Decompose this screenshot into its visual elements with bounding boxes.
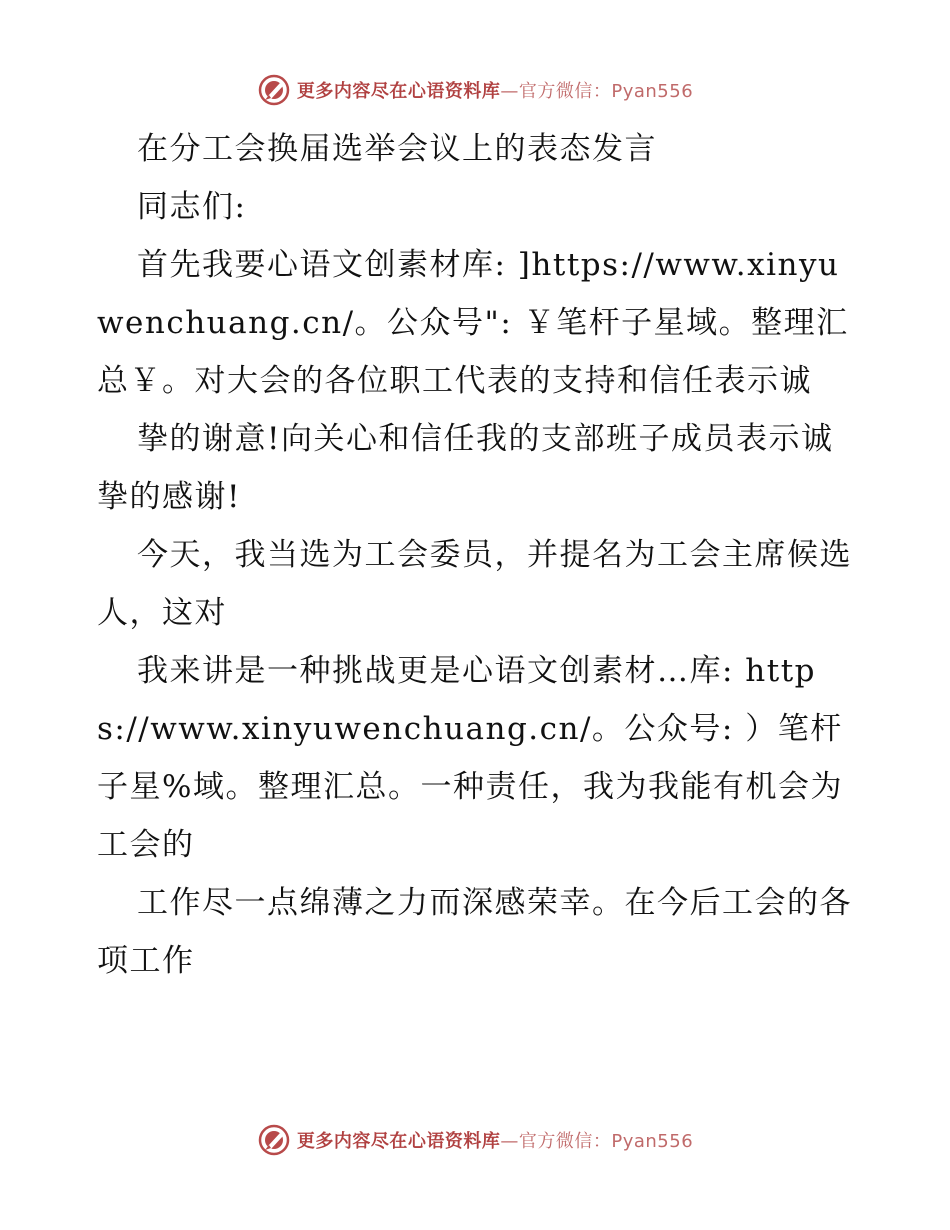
watermark-main: 更多内容尽在心语资料库 — [296, 81, 501, 102]
paragraph-5: 工作尽一点绵薄之力而深感荣幸。在今后工会的各项工作 — [97, 885, 852, 979]
watermark-main: 更多内容尽在心语资料库 — [296, 1131, 501, 1152]
watermark-sep: —官方微信： — [500, 81, 612, 102]
pen-nib-logo-icon — [257, 73, 291, 107]
watermark-wechat: Pyan556 — [611, 81, 694, 102]
paragraph-3: 今天，我当选为工会委员，并提名为工会主席候选人，这对 — [97, 537, 852, 631]
paragraph-2: 挚的谢意!向关心和信任我的支部班子成员表示诚挚的感谢! — [97, 421, 834, 515]
watermark-text — [297, 77, 693, 103]
document-body — [97, 120, 857, 990]
salutation: 同志们: — [137, 189, 247, 225]
header-watermark — [0, 70, 950, 110]
paragraph-4: 我来讲是一种挑战更是心语文创素材…库: https://www.xinyuwenchuang.cn/。公众号: ）笔杆子星%域。整理汇总。一种责任，我为我能有机会为工会的 — [97, 653, 843, 863]
pen-nib-logo-icon — [257, 1123, 291, 1157]
watermark-group — [257, 73, 693, 107]
watermark-wechat: Pyan556 — [611, 1131, 694, 1152]
footer-watermark — [0, 1120, 950, 1160]
paragraph-1: 首先我要心语文创素材库: ]https://www.xinyuwenchuang.cn/。公众号": ￥笔杆子星域。整理汇总￥。对大会的各位职工代表的支持和信任表示诚 — [97, 247, 849, 399]
watermark-sep: —官方微信： — [500, 1131, 612, 1152]
document-title: 在分工会换届选举会议上的表态发言 — [137, 131, 657, 167]
watermark-text — [297, 1127, 693, 1153]
watermark-group — [257, 1123, 693, 1157]
